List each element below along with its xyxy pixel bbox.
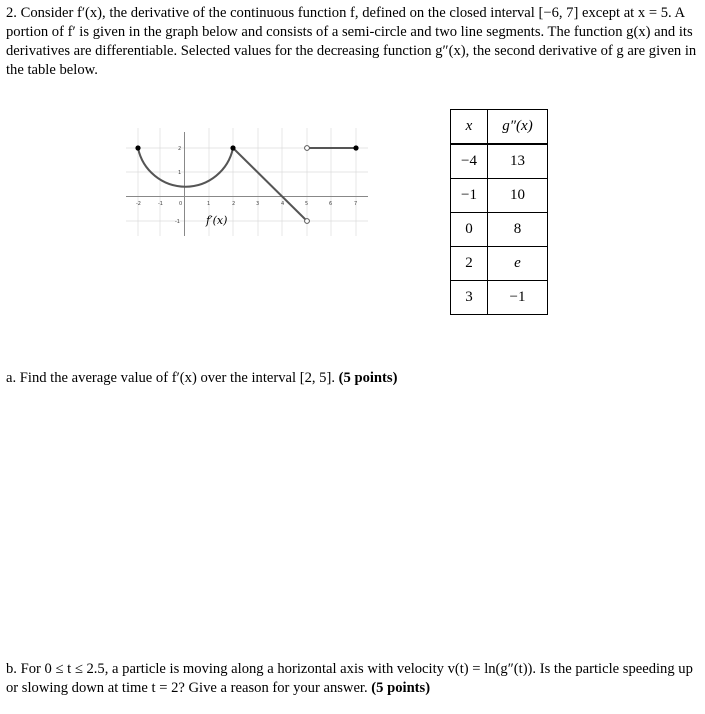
table-cell: 13 (488, 144, 548, 179)
question-b-prompt: b. For 0 ≤ t ≤ 2.5, a particle is moving along a horizontal axis with velocity v(t) = ln(g″(t)). Is the particle speeding up or slowing down at time t = 2? Give a reason for your answer. (6, 661, 693, 696)
y-tick-label: -1 (175, 219, 180, 225)
table-header-row (451, 110, 548, 145)
table-cell: 10 (488, 179, 548, 213)
closed-dot (353, 145, 358, 150)
closed-dot (135, 145, 140, 150)
tick-labels (136, 146, 357, 225)
x-tick-label: 6 (329, 201, 333, 207)
open-dot (305, 219, 310, 224)
table-cell: −4 (451, 144, 488, 179)
curve-label: f′(x) (206, 214, 228, 227)
question-b (6, 660, 702, 698)
table-header-gpp: g″(x) (488, 110, 548, 145)
table-header-x: x (451, 110, 488, 145)
table-cell: 3 (451, 281, 488, 315)
problem-number: 2. (6, 5, 17, 21)
x-tick-label: -1 (158, 201, 163, 207)
problem-text: Consider f′(x), the derivative of the continuous function f, defined on the closed interval [−6, 7] except at x = 5. A portion of f′ is given in the graph below and consists of a semi-circle and two line segments. The function g(x) and its derivatives are differentiable. Selected values for the decreasing function g″(x), the second derivative of g are given in the table below. (6, 5, 697, 78)
semicircle (138, 148, 233, 187)
f-prime-graph (122, 128, 372, 238)
table-row (451, 281, 548, 315)
f-prime-curve (138, 148, 356, 221)
grid (126, 128, 368, 236)
question-b-points: (5 points) (371, 680, 431, 696)
y-tick-label: 1 (178, 170, 182, 176)
x-tick-label: 0 (179, 201, 183, 207)
closed-dot (230, 145, 235, 150)
table-cell: −1 (451, 179, 488, 213)
question-a (6, 369, 397, 388)
y-tick-label: 2 (178, 146, 182, 152)
x-tick-label: 2 (232, 201, 236, 207)
question-a-prompt: a. Find the average value of f′(x) over the interval [2, 5]. (6, 370, 335, 386)
values-table (450, 109, 548, 315)
question-a-points: (5 points) (338, 370, 398, 386)
x-tick-label: 4 (281, 201, 285, 207)
table-cell: 8 (488, 213, 548, 247)
x-tick-label: 3 (256, 201, 260, 207)
table-cell: 0 (451, 213, 488, 247)
table-cell: 2 (451, 247, 488, 281)
x-tick-label: 1 (207, 201, 211, 207)
table-cell: e (488, 247, 548, 281)
x-tick-label: 7 (354, 201, 358, 207)
table-row (451, 247, 548, 281)
x-tick-label: 5 (305, 201, 309, 207)
table-row (451, 179, 548, 213)
table-row (451, 213, 548, 247)
table-row (451, 144, 548, 179)
open-dot (305, 146, 310, 151)
table-cell: −1 (488, 281, 548, 315)
problem-statement (6, 4, 700, 80)
line-segment-descending (233, 148, 307, 221)
x-tick-label: -2 (136, 201, 141, 207)
